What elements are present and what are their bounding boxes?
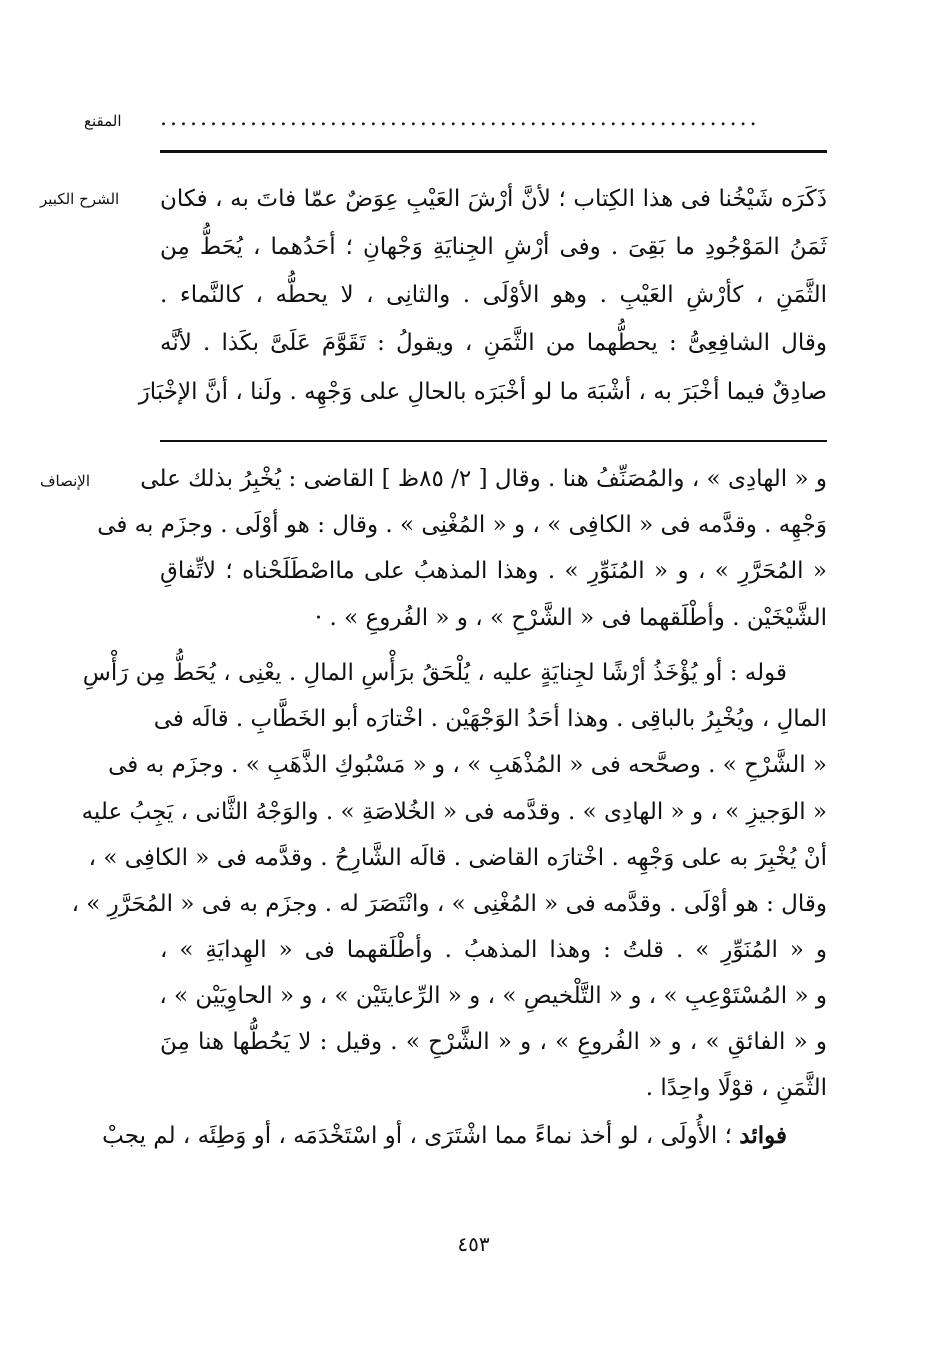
running-header-title: المقنع	[84, 112, 122, 130]
book-page: المقنع ............................................................ الشرح الكبير ذَكَرَه شَيْخُنا فى هذا الكِتاب ؛ لأنَّ أرْشَ العَيْبِ عِوَضٌ عمّا فاتَ به ، فكان ثَمَنُ المَوْجُودِ ما بَقِىَ . وفى أرْشِ الجِنايَةِ وَجْهانِ ؛ أحَدُهما ، يُحَطُّ مِن الثَّمَنِ ، كأرْشِ العَيْبِ . وهو الأوْلَى . والثانِى ، لا يحطُّه ، كالنَّماء . وقال الشافِعِىُّ : يحطُّهما من الثَّمَنِ ، ويقولُ : تَقَوَّمَ عَلَىَّ بكَذا . لأنَّه صادِقٌ فيما أخْبَرَ به ، أشْبَهَ ما لو أخْبَرَه بالحالِ على وَجْهِه . ولَنا ، أنَّ الإخْبَارَ الإنصاف و « الهادِى » ، والمُصَنِّفُ هنا . وقال [ ٢/ ٨٥ظ ] القاضى : يُخْبِرُ بذلك على وَجْهِه . وقدَّمه فى « الكافِى » ، و « المُغْنِى » . وقال : هو أوْلَى . وجزَم به فى « المُحَرَّرِ » ، و « المُنَوِّرِ » . وهذا المذهبُ على مااصْطَلَحْناه ؛ لاتِّفاقِ الشَّيْخَيْن . وأطْلَقهما فى « الشَّرْحِ » ، و « الفُروعِ » . · قوله : أو يُؤْخَذُ أرْشًا لجِنايَةٍ عليه ، يُلْحَقُ برَأْسِ المالِ . يعْنِى ، يُحَطُّ مِن رَأْسِ المالِ ، ويُخْبِرُ بالباقِى . وهذا أحَدُ الوَجْهَيْن . اخْتارَه أبو الخَطَّابِ . قالَه فى « الشَّرْحِ » . وصحَّحه فى « المُذْهَبِ » ، و « مَسْبُوكِ الذَّهَبِ » . وجزَم به فى « الوَجيزِ » ، و « الهادِى » . وقدَّمه فى « الخُلاصَةِ » . والوَجْهُ الثَّانى ، يَجِبُ عليه أنْ يُخْبِرَ به على وَجْهِه . اخْتارَه القاضى . قالَه الشَّارِحُ . وقدَّمه فى « الكافِى » ، وقال : هو أوْلَى . وقدَّمه فى « المُغْنِى » ، وانْتَصَرَ له . وجزَم به فى « المُحَرَّرِ » ، و « المُنَوِّرِ » . قلتُ : وهذا المذهبُ . وأطْلَقهما فى « الهِدايَةِ » ، و « المُسْتَوْعِبِ » ، و « التَّلْخيصِ » ، و « الرِّعايتَيْن » ، و « الحاوِيَيْن » ، و « الفائقِ » ، و « الفُروعِ » ، و « الشَّرْحِ » . وقيل : لا يَحُطُّها هنا مِنَ الثَّمَنِ ، قوْلًا واحِدًا . فوائد ؛ الأُولَى ، لو أخذ نماءً مما اشْتَرَى ، أو اسْتَخْدَمَه ، أو وَطِئَه ، لم يجبْ ٤٥٣	[0, 0, 947, 1372]
section-label-sharh: الشرح الكبير	[40, 190, 120, 208]
header-rule	[160, 150, 827, 153]
fawaid-text: ؛ الأُولَى ، لو أخذ نماءً مما اشْتَرَى ، أو اسْتَخْدَمَه ، أو وَطِئَه ، لم يجبْ	[102, 1123, 732, 1149]
fawaid-heading: فوائد	[739, 1122, 787, 1149]
page-number: ٤٥٣	[457, 1232, 490, 1256]
section-label-insaf: الإنصاف	[40, 472, 91, 490]
section-divider	[160, 440, 827, 442]
running-header-dots: ............................................................	[160, 106, 760, 131]
